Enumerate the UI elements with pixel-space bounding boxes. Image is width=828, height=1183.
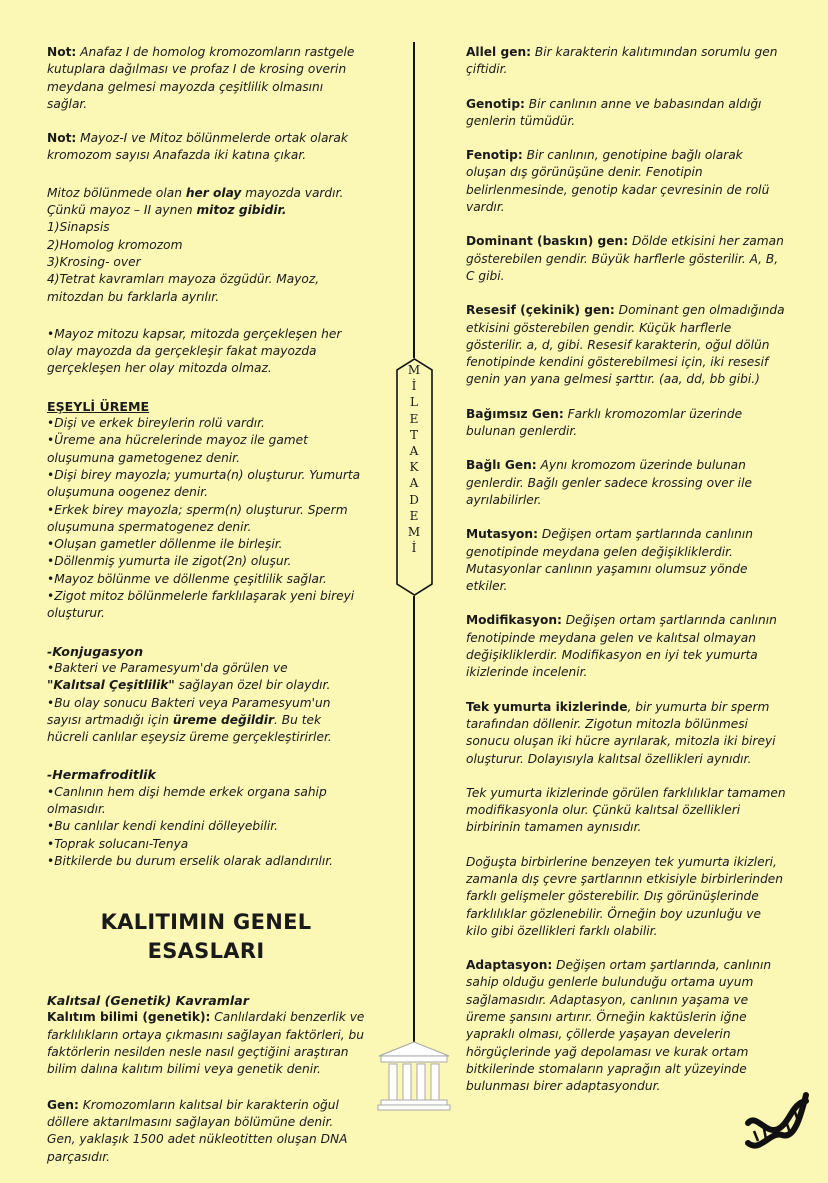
term-label: Kalıtım bilimi (genetik): <box>47 1010 211 1025</box>
konjugasyon <box>47 643 365 747</box>
list-item: 1)Sinapsis <box>47 220 110 235</box>
section-heading: Kalıtsal (Genetik) Kavramlar <box>47 993 249 1009</box>
note-mayoz-mitoz: •Mayoz mitozu kapsar, mitozda gerçekleşen her olay mayozda da gerçekleşir fakat mayozda gerçekleşen her olay mitozda olmaz. <box>47 326 342 376</box>
tek-yumurta-farklilik: Tek yumurta ikizlerinde görülen farklılıklar tamamen modifikasyonla olur. Çünkü kalıtsal özellikleri birbirinin tamamen aynısıdır. <box>466 785 786 835</box>
resesif-gen: Resesif (çekinik) gen: Dominant gen olmadığında etkisini gösterebilen gendir. Küçük harflerle gösterilir. a, d, gibi. Resesif karakterin, oğul dölün fenotipinde kendini gösterebilmesi için, iki resesif genin yan yana gelmesi şarttır. (aa, dd, bb gibi.) <box>466 303 785 387</box>
hermafroditlik <box>47 766 365 870</box>
list-item: •Bu canlılar kendi kendini dölleyebilir. <box>47 819 279 834</box>
list-item: "Kalıtsal Çeşitlilik" sağlayan özel bir olaydır. <box>47 678 331 693</box>
left-column <box>47 44 365 1183</box>
dna-icon <box>742 1083 812 1155</box>
term-label: Bağlı Gen: <box>466 458 537 473</box>
note-text: Anafaz I de homolog kromozomların rastgele kutuplara dağılması ve profaz I de krosing overin meydana gelmesi mayozda çeşitlilik olmasını sağlar. <box>47 45 355 111</box>
allel-gen: Allel gen: Bir karakterin kalıtımından sorumlu gen çiftidir. <box>466 45 778 77</box>
section-heading: -Konjugasyon <box>47 643 144 659</box>
list-item: •Bu olay sonucu Bakteri veya Paramesyum'un sayısı artmadığı için üreme değildir. Bu tek hücreli canlılar eşeysiz üreme gerçekleştirirler. <box>47 695 332 745</box>
section-heading: EŞEYLİ ÜREME <box>47 398 150 414</box>
term-label: Mutasyon: <box>466 527 538 542</box>
list-item: •Döllenmiş yumurta ile zigot(2n) oluşur. <box>47 554 292 569</box>
divider-top <box>413 42 415 358</box>
term-label: Tek yumurta ikizlerinde <box>466 699 628 714</box>
term-label: Resesif (çekinik) gen: <box>466 303 615 318</box>
list-item: 2)Homolog kromozom <box>47 237 183 252</box>
list-item: •Toprak solucanı-Tenya <box>47 836 189 851</box>
dominant-gen: Dominant (baskın) gen: Dölde etkisini her zaman gösterebilen gendir. Büyük harflerle gösterilir. A, B, C gibi. <box>466 234 784 283</box>
term-label: Dominant (baskın) gen: <box>466 234 629 249</box>
mitoz-line-1: Mitoz bölünmede olan her olay mayozda vardır. <box>47 185 344 200</box>
kalitim-bilimi: Kalıtsal (Genetik) Kavramlar Kalıtım bilimi (genetik): Canlılardaki benzerlik ve farklılıkların ortaya çıkmasını sağlayan faktörleri, bu faktörlerin nesilden nesle nasıl geçtiğini araştıran bilim dalına kalıtım bilimi veya genetik denir. <box>47 993 365 1077</box>
term-label: Fenotip: <box>466 148 523 163</box>
divider-bottom <box>413 596 415 1042</box>
list-item: •Canlının hem dişi hemde erkek organa sahip olmasıdır. <box>47 784 327 816</box>
tek-yumurta: Tek yumurta ikizlerinde, bir yumurta bir sperm tarafından döllenir. Zigotun mitozla bölünmesi sonucu oluşan iki hücre ayrılarak, mitozla iki bireyi oluşturur. Dolayısıyla kalıtsal özellikleri aynıdır. <box>466 699 776 766</box>
page-title <box>47 908 365 966</box>
term-label: Gen: <box>47 1097 79 1112</box>
note-label: Not: <box>47 131 77 146</box>
list-item: •Bitkilerde bu durum erselik olarak adlandırılır. <box>47 853 334 868</box>
right-column <box>466 44 786 1113</box>
list-item: •Üreme ana hücrelerinde mayoz ile gamet oluşumuna gametogenez denir. <box>47 433 308 465</box>
list-item: •Oluşan gametler döllenme ile birleşir. <box>47 537 283 552</box>
term-label: Adaptasyon: <box>466 958 553 973</box>
note-mayoz <box>47 130 365 165</box>
eseyli-ureme <box>47 398 365 623</box>
note-label: Not: <box>47 45 77 59</box>
note-text: Mayoz-I ve Mitoz bölünmelerde ortak olarak kromozom sayısı Anafazda iki katına çıkar. <box>47 131 348 163</box>
title-line-2: ESASLARI <box>147 939 265 964</box>
adaptasyon: Adaptasyon: Değişen ortam şartlarında, canlının sahip olduğu genlerle bulunduğu ortama uyum sağlamasıdır. Adaptasyon, canlının yaşama ve üreme şansını artırır. Örneğin kaktüslerin iğne yapraklı olması, çöllerde yaşayan develerin hörgüçlerinde yağ depolaması ve kurak ortam bitkilerinde stomaların yaprağın alt yüzeyinde bulunması birer adaptasyondur. <box>466 958 772 1094</box>
bagimsiz-gen: Bağımsız Gen: Farklı kromozomlar üzerinde bulunan genlerdir. <box>466 406 743 439</box>
list-item: 4)Tetrat kavramları mayoza özgüdür. Mayoz, mitozdan bu farklarla ayrılır. <box>47 272 320 304</box>
fenotip: Fenotip: Bir canlının, genotipine bağlı olarak oluşan dış görünüşüne denir. Fenotipin belirlenmesinde, genotip kadar çevresinin de rolü vardır. <box>466 148 770 215</box>
note-anafaz <box>47 44 365 113</box>
list-item: •Mayoz bölünme ve döllenme çeşitlilik sağlar. <box>47 571 327 586</box>
title-line-1: KALITIMIN GENEL <box>100 910 312 935</box>
mutasyon: Mutasyon: Değişen ortam şartlarında canlının genotipinde meydana gelen değişikliklerdir. Mutasyonlar canlının yaşamını olumsuz yönde etkiler. <box>466 527 753 594</box>
list-item: •Dişi ve erkek bireylerin rolü vardır. <box>47 416 265 431</box>
mitoz-line-2: Çünkü mayoz – II aynen mitoz gibidir. <box>47 203 287 218</box>
mitoz-block <box>47 185 365 306</box>
gen-definition: Gen: Kromozomların kalıtsal bir karakterin oğul döllere aktarılmasını sağlayan bölümüne denir. Gen, yaklaşık 1500 adet nükleotitten oluşan DNA parçasıdır. <box>47 1097 348 1164</box>
list-item: 3)Krosing- over <box>47 254 141 269</box>
dogusta-ikizler: Doğuşta birbirlerine benzeyen tek yumurta ikizleri, zamanla dış çevre şartlarının etkisiyle birbirlerinden farklı gelişmeler gösterebilir. Dış görünüşlerinde farklılıklar gözlenebilir. Örneğin boy uzunluğu ve kilo gibi özellikleri farklı olabilir. <box>466 854 784 938</box>
bagli-gen: Bağlı Gen: Aynı kromozom üzerinde bulunan genlerdir. Bağlı genler sadece krossing over ile ayrılabilirler. <box>466 458 752 507</box>
term-label: Genotip: <box>466 96 525 111</box>
genotip: Genotip: Bir canlının anne ve babasından aldığı genlerin tümüdür. <box>466 96 762 128</box>
list-item: •Erkek birey mayozla; sperm(n) oluşturur. Sperm oluşumuna spermatogenez denir. <box>47 502 348 534</box>
term-label: Allel gen: <box>466 45 532 59</box>
term-label: Bağımsız Gen: <box>466 406 564 421</box>
modifikasyon: Modifikasyon: Değişen ortam şartlarında canlının fenotipinde meydana gelen ve kalıtsal olmayan değişikliklerdir. Modifikasyon en iyi tek yumurta ikizlerinde incelenir. <box>466 613 777 680</box>
list-item: •Dişi birey mayozla; yumurta(n) oluşturur. Yumurta oluşumuna oogenez denir. <box>47 467 361 500</box>
list-item: •Bakteri ve Paramesyum'da görülen ve <box>47 660 288 675</box>
section-heading: -Hermafroditlik <box>47 767 156 783</box>
brand-vertical-text: M İ L E T A K A D E M İ <box>407 363 421 556</box>
term-label: Modifikasyon: <box>466 613 562 628</box>
temple-icon <box>377 1040 451 1112</box>
list-item: •Zigot mitoz bölünmelerle farklılaşarak yeni bireyi oluşturur. <box>47 589 355 621</box>
